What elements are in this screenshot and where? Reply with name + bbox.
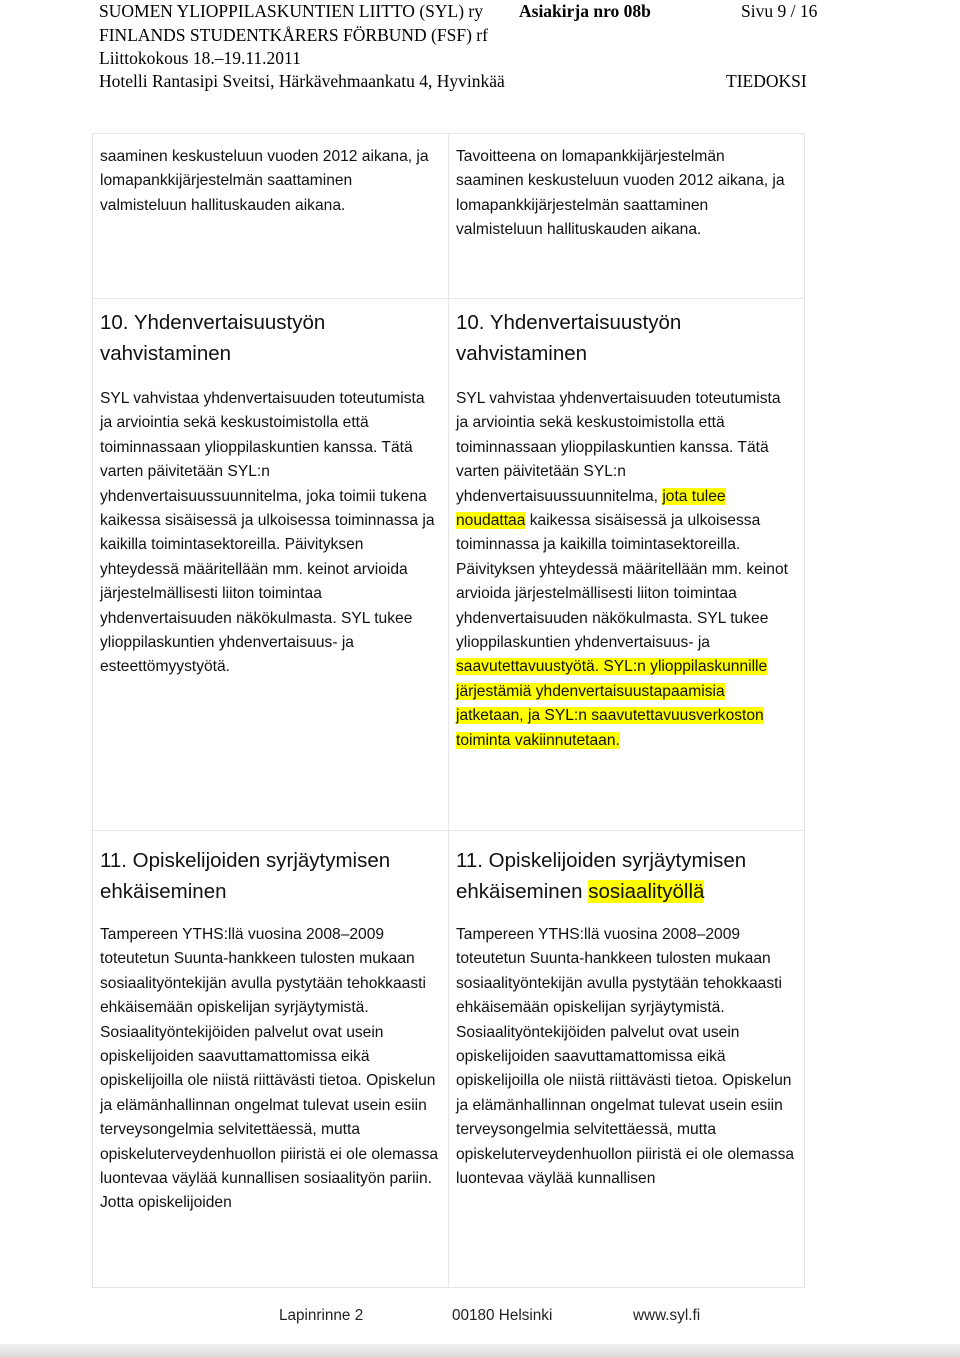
document-footer [0,1307,960,1329]
intro-text-original: saaminen keskusteluun vuoden 2012 aikana, ja lomapankkijärjestelmän saattaminen valmisteluun hallituskauden aikana. [100,148,429,214]
section-10-title-original: 10. Yhdenvertaisuustyön vahvistaminen [100,311,326,365]
section-11-cell-original [93,831,449,1288]
section-10-body-part-1: SYL vahvistaa yhdenvertaisuuden toteutumista ja arviointia sekä keskustoimistolla että toiminnassaan ylioppilaskuntien kanssa. Tätä varten päivitetään SYL:n yhdenvertaisuussuunnitelma, [456,390,781,505]
intro-cell-revised [449,134,805,299]
section-11-body-original: Tampereen YTHS:llä vuosina 2008–2009 toteutetun Suunta-hankkeen tulosten mukaan sosiaalityöntekijän avulla pystytään tehokkaasti ehkäisemään opiskelijan syrjäytymistä. Sosiaalityöntekijöiden palvelut ovat usein opiskelijoiden saavuttamattomissa eikä opiskelijoilla ole niistä riittävästi tietoa. Opiskelun ja elämänhallinnan ongelmat tulevat usein esiin terveysongelmia selvitettäessä, mutta opiskeluterveydenhuollon piiristä ei ole olemassa luontevaa väylää kunnallisen sosiaalityön pariin. Jotta opiskelijoiden [100,926,439,1212]
table-row-section-10 [93,299,805,831]
document-number: Asiakirja nro 08b [519,1,651,21]
section-11-cell-revised [449,831,805,1288]
section-11-title-highlight: sosiaalityöllä [588,880,705,903]
section-10-body-revised [456,387,796,753]
footer-address: Lapinrinne 2 [279,1307,364,1324]
section-10-cell-revised [449,299,805,831]
section-11-title-revised [456,845,796,907]
organization-name-finnish: SUOMEN YLIOPPILASKUNTIEN LIITTO (SYL) ry [99,1,483,21]
bottom-scrollbar[interactable] [0,1344,960,1357]
table-row-section-11 [93,831,805,1288]
section-10-title-revised: 10. Yhdenvertaisuustyön vahvistaminen [456,311,682,365]
section-10-body-part-2: kaikessa sisäisessä ja ulkoisessa toiminnassa ja kaikilla toimintasektoreilla. Päivityksen yhteydessä määritellään mm. keinot arvioida järjestelmällisesti liiton toimintaa yhdenvertaisuuden näkökulmasta. SYL tukee ylioppilaskuntien yhdenvertaisuus- ja [456,512,788,652]
section-10-body-original: SYL vahvistaa yhdenvertaisuuden toteutumista ja arviointia sekä keskustoimistolla että toiminnassaan ylioppilaskuntien kanssa. Tätä varten päivitetään SYL:n yhdenvertaisuussuunnitelma, joka toimii tukena kaikessa sisäisessä ja ulkoisessa toiminnassa ja kaikilla toimintasektoreilla. Päivityksen yhteydessä määritellään mm. keinot arvioida järjestelmällisesti liiton toimintaa yhdenvertaisuuden näkökulmasta. SYL tukee ylioppilaskuntien yhdenvertaisuus- ja esteettömyystyötä. [100,390,435,676]
section-11-title-text: 11. Opiskelijoiden syrjäytymisen ehkäiseminen [456,849,747,903]
section-10-highlight-2: saavutettavuustyötä. SYL:n ylioppilaskunnille järjestämiä yhdenvertaisuustapaamisia jatketaan, ja SYL:n saavutettavuusverkoston toiminta vakiinnutetaan. [456,658,768,749]
page-number: Sivu 9 / 16 [741,1,818,21]
section-11-title-original: 11. Opiskelijoiden syrjäytymisen ehkäiseminen [100,849,391,903]
section-10-cell-original [93,299,449,831]
intro-text-revised: Tavoitteena on lomapankkijärjestelmän saaminen keskusteluun vuoden 2012 aikana, ja lomapankkijärjestelmän saattaminen valmisteluun hallituskauden aikana. [456,148,785,239]
footer-postal-code: 00180 Helsinki [452,1307,553,1324]
section-10-highlight-1: jota tulee noudattaa [456,487,726,530]
meeting-date: Liittokokous 18.–19.11.2011 [99,48,301,68]
table-row-intro [93,134,805,299]
meeting-venue: Hotelli Rantasipi Sveitsi, Härkävehmaankatu 4, Hyvinkää [99,71,505,91]
intro-cell-original [93,134,449,299]
organization-name-swedish: FINLANDS STUDENTKÅRERS FÖRBUND (FSF) rf [99,25,488,45]
section-11-body-revised: Tampereen YTHS:llä vuosina 2008–2009 toteutetun Suunta-hankkeen tulosten mukaan sosiaalityöntekijän avulla pystytään tehokkaasti ehkäisemään opiskelijan syrjäytymistä. Sosiaalityöntekijöiden palvelut ovat usein opiskelijoiden saavuttamattomissa eikä opiskelijoilla ole niistä riittävästi tietoa. Opiskelun ja elämänhallinnan ongelmat tulevat usein esiin terveysongelmia selvitettäessä, mutta opiskeluterveydenhuollon piiristä ei ole olemassa luontevaa väylää kunnallisen [456,926,795,1188]
comparison-table [92,133,805,1288]
footer-website: www.syl.fi [633,1307,701,1324]
document-header [99,0,839,100]
document-type: TIEDOKSI [726,71,807,91]
